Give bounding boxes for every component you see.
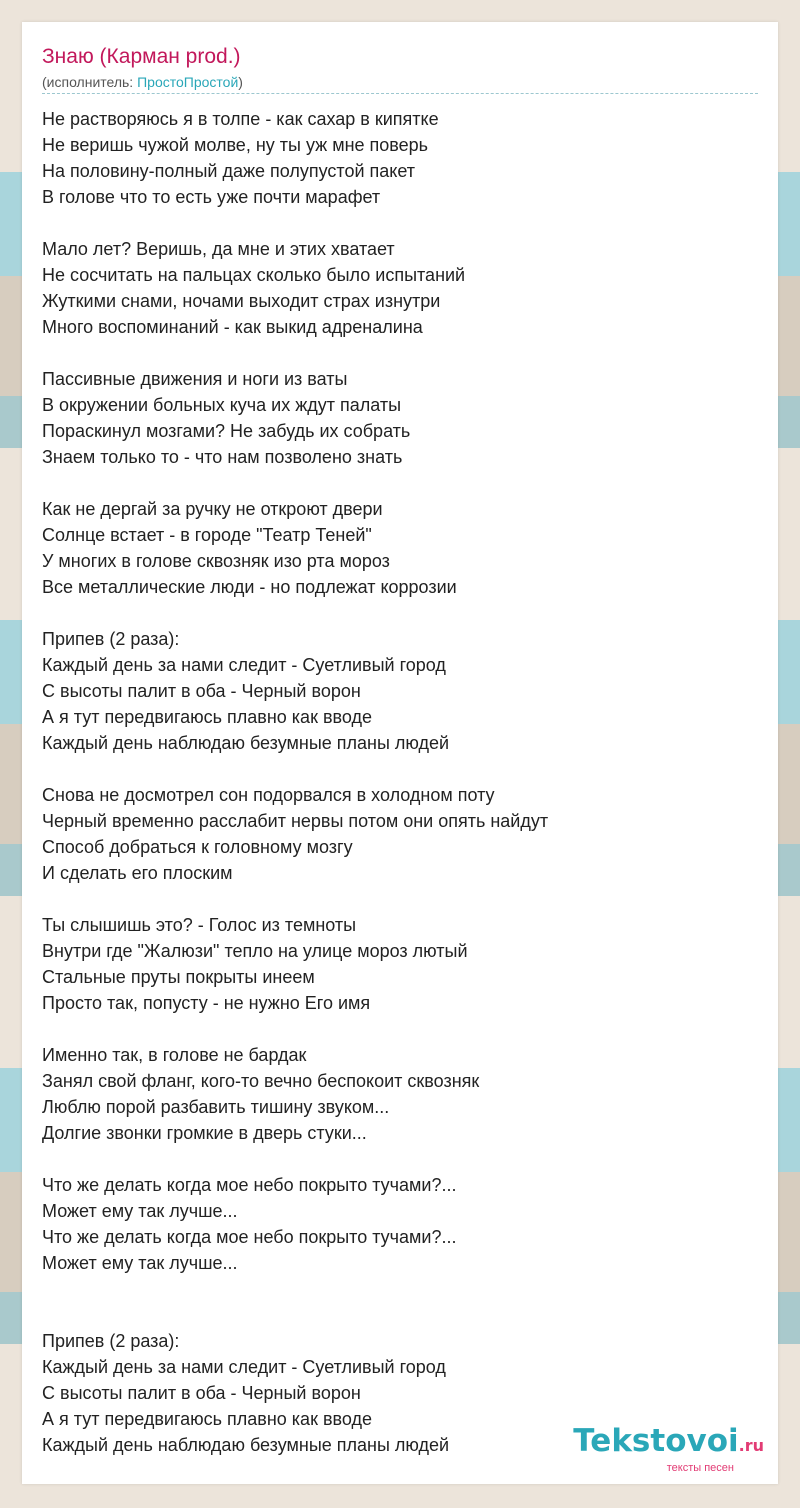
logo-tagline: тексты песен: [666, 1462, 734, 1474]
logo-tld: .ru: [738, 1436, 764, 1455]
lyric-line: Припев (2 раза):: [42, 629, 180, 649]
lyric-line: Люблю порой разбавить тишину звуком...: [42, 1097, 390, 1117]
lyric-line: Ты слышишь это? - Голос из темноты: [42, 915, 357, 935]
lyrics-card: [22, 22, 778, 1484]
lyric-line: Именно так, в голове не бардак: [42, 1045, 307, 1065]
logo-wordmark: [573, 1425, 764, 1462]
lyric-line: Не растворяюсь я в толпе - как сахар в кипятке: [42, 109, 439, 129]
lyric-line: Стальные пруты покрыты инеем: [42, 967, 315, 987]
performer-line: [42, 73, 243, 91]
song-title: Знаю (Карман prod.): [42, 45, 241, 68]
performer-link[interactable]: ПростоПростой: [137, 74, 239, 90]
lyric-line: Солнце встает - в городе "Театр Теней": [42, 525, 372, 545]
lyric-line: Как не дергай за ручку не откроют двери: [42, 499, 383, 519]
lyric-line: А я тут передвигаюсь плавно как вводе: [42, 707, 372, 727]
lyric-line: Может ему так лучше...: [42, 1201, 238, 1221]
title-divider: [42, 93, 758, 94]
performer-prefix: (исполнитель:: [42, 74, 138, 90]
performer-suffix: ): [238, 74, 243, 90]
lyric-line: Черный временно расслабит нервы потом они опять найдут: [42, 811, 549, 831]
lyric-line: Просто так, попусту - не нужно Его имя: [42, 993, 371, 1013]
lyric-line: Каждый день за нами следит - Суетливый город: [42, 655, 446, 675]
lyric-line: Каждый день наблюдаю безумные планы людей: [42, 1435, 450, 1455]
lyric-line: На половину-полный даже полупустой пакет: [42, 161, 416, 181]
site-logo[interactable]: [573, 1425, 764, 1474]
lyric-line: С высоты палит в оба - Черный ворон: [42, 681, 361, 701]
lyric-line: С высоты палит в оба - Черный ворон: [42, 1383, 361, 1403]
lyric-line: Пораскинул мозгами? Не забудь их собрать: [42, 421, 411, 441]
lyric-line: Долгие звонки громкие в дверь стуки...: [42, 1123, 367, 1143]
lyric-line: Мало лет? Веришь, да мне и этих хватает: [42, 239, 395, 259]
lyric-line: У многих в голове сквозняк изо рта мороз: [42, 551, 390, 571]
lyric-line: Каждый день за нами следит - Суетливый город: [42, 1357, 446, 1377]
lyric-line: Каждый день наблюдаю безумные планы людей: [42, 733, 450, 753]
logo-name: Tekstovoi: [573, 1423, 739, 1459]
lyric-line: Не веришь чужой молве, ну ты уж мне поверь: [42, 135, 429, 155]
lyric-line: И сделать его плоским: [42, 863, 233, 883]
lyric-line: Что же делать когда мое небо покрыто тучами?...: [42, 1175, 457, 1195]
lyric-line: Снова не досмотрел сон подорвался в холодном поту: [42, 785, 495, 805]
lyric-line: Жуткими снами, ночами выходит страх изнутри: [42, 291, 441, 311]
lyric-line: [42, 1146, 762, 1172]
lyric-line: Много воспоминаний - как выкид адреналина: [42, 317, 423, 337]
lyric-line: [42, 340, 762, 366]
lyric-line: Знаем только то - что нам позволено знать: [42, 447, 403, 467]
lyric-line: Пассивные движения и ноги из ваты: [42, 369, 348, 389]
lyric-line: Что же делать когда мое небо покрыто тучами?...: [42, 1227, 457, 1247]
lyric-line: [42, 1302, 762, 1328]
lyric-line: В голове что то есть уже почти марафет: [42, 187, 381, 207]
lyric-line: [42, 1276, 762, 1302]
lyric-line: Внутри где "Жалюзи" тепло на улице мороз лютый: [42, 941, 468, 961]
lyric-line: [42, 756, 762, 782]
lyric-line: [42, 600, 762, 626]
lyric-line: Припев (2 раза):: [42, 1331, 180, 1351]
lyric-line: [42, 210, 762, 236]
lyric-line: [42, 470, 762, 496]
lyric-line: Способ добраться к головному мозгу: [42, 837, 353, 857]
lyric-line: Занял свой фланг, кого-то вечно беспокоит сквозняк: [42, 1071, 480, 1091]
lyric-line: В окружении больных куча их ждут палаты: [42, 395, 402, 415]
lyric-line: [42, 1016, 762, 1042]
lyric-line: А я тут передвигаюсь плавно как вводе: [42, 1409, 372, 1429]
lyric-line: Все металлические люди - но подлежат коррозии: [42, 577, 457, 597]
lyric-line: Может ему так лучше...: [42, 1253, 238, 1273]
lyric-line: [42, 886, 762, 912]
lyric-line: Не сосчитать на пальцах сколько было испытаний: [42, 265, 466, 285]
lyrics-text: [42, 106, 762, 1458]
